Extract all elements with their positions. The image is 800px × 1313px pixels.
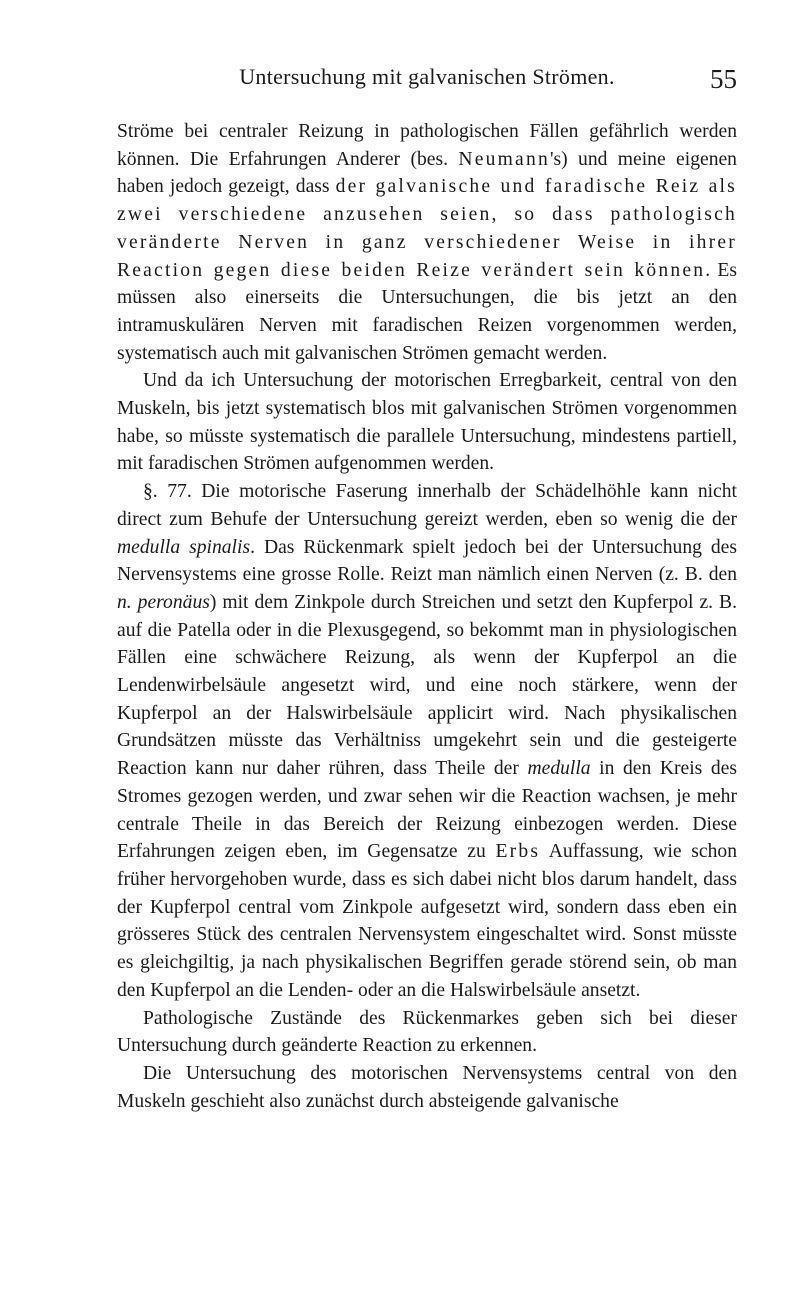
text-run: . Es müssen also einerseits die Untersuchungen, die bis jetzt an den intramuskulären Nerven mit faradischen Reizen vorgenommen werden, systematisch auch mit galvanischen Strömen gemacht werden.: [117, 259, 737, 364]
text-run: Auffassung, wie schon früher hervorgehoben wurde, dass es sich dabei nicht blos darum handelt, dass der Kupferpol central vom Zinkpole aufgesetzt wird, sondern dass eben ein grösseres Stück des centralen Nervensystem eingeschaltet wird. Sonst müsste es gleichgiltig, ja nach physikalischen Begriffen gerade störend sein, ob man den Kupferpol an die Lenden- oder an die Halswirbelsäule ansetzt.: [117, 841, 737, 1001]
paragraph-4: Pathologische Zustände des Rückenmarkes geben sich bei dieser Untersuchung durch geänderte Reaction zu erkennen.: [117, 1007, 737, 1057]
text-run: Ströme bei centraler Reizung in pathologischen Fällen gefährlich werden können. Die Erfahrungen Anderer (bes.: [117, 121, 737, 170]
text-run: in den Kreis des Stromes gezogen werden, und zwar sehen wir die Reaction wachsen, je mehr centrale Theile in das Bereich der Reizung einbezogen werden. Diese Erfahrungen zeigen eben, im Gegensatze zu: [117, 758, 737, 863]
text-run: 's) und meine eigenen haben jedoch gezeigt, dass: [117, 148, 737, 198]
running-title: Untersuchung mit galvanischen Strömen.: [239, 64, 615, 89]
latin-term-medulla: medulla: [527, 758, 591, 780]
paragraph-1: [117, 118, 737, 367]
text-run: . Das Rückenmark spielt jedoch bei der Untersuchung des Nervensystems eine grosse Rolle. Reizt man nämlich einen Nerven (z. B. den: [117, 536, 738, 586]
paragraph-2: Und da ich Untersuchung der motorischen Erregbarkeit, central von den Muskeln, bis jetzt systematisch blos mit galvanischen Strömen vorgenommen habe, so müsste systematisch die parallele Untersuchung, mindestens partiell, mit faradischen Strömen aufgenommen werden.: [117, 370, 737, 475]
paragraph-5: Die Untersuchung des motorischen Nervensystems central von den Muskeln geschieht also zunächst durch absteigende galvanische: [117, 1062, 737, 1112]
text-run: ) mit dem Zinkpole durch Streichen und setzt den Kupferpol z. B. auf die Patella oder in die Plexusgegend, so bekommt man in physiologischen Fällen eine schwächere Reizung, als wenn der Kupferpol an die Lendenwirbelsäule angesetzt wird, und eine noch stärkere, wenn der Kupferpol an der Halswirbelsäule applicirt wird. Nach physikalischen Grundsätzen müsste das Verhältniss umgekehrt sein und die gesteigerte Reaction kann nur daher rühren, dass Theile der: [117, 591, 737, 780]
author-name-neumann: Neumann: [458, 148, 550, 170]
section-77-text: §. 77. Die motorische Faserung innerhalb der Schädelhöhle kann nicht direct zum Behufe der Untersuchung gereizt werden, eben so wenig die der: [117, 481, 737, 530]
body-text: [117, 118, 737, 1115]
author-name-erbs: Erbs: [495, 841, 541, 863]
emphasized-statement: der galvanische und faradische Reiz als zwei verschiedene anzusehen seien, so dass pathologisch veränderte Nerven in ganz verschiedener Weise in ihrer Reaction gegen diese beiden Reize verändert sein können: [117, 176, 737, 281]
latin-term-n-peronaeus: n. peronäus: [117, 591, 210, 613]
running-head: [117, 64, 737, 104]
paragraph-3: [117, 478, 737, 1004]
latin-term-medulla-spinalis: medulla spinalis: [117, 536, 251, 558]
page-number: 55: [710, 64, 737, 94]
